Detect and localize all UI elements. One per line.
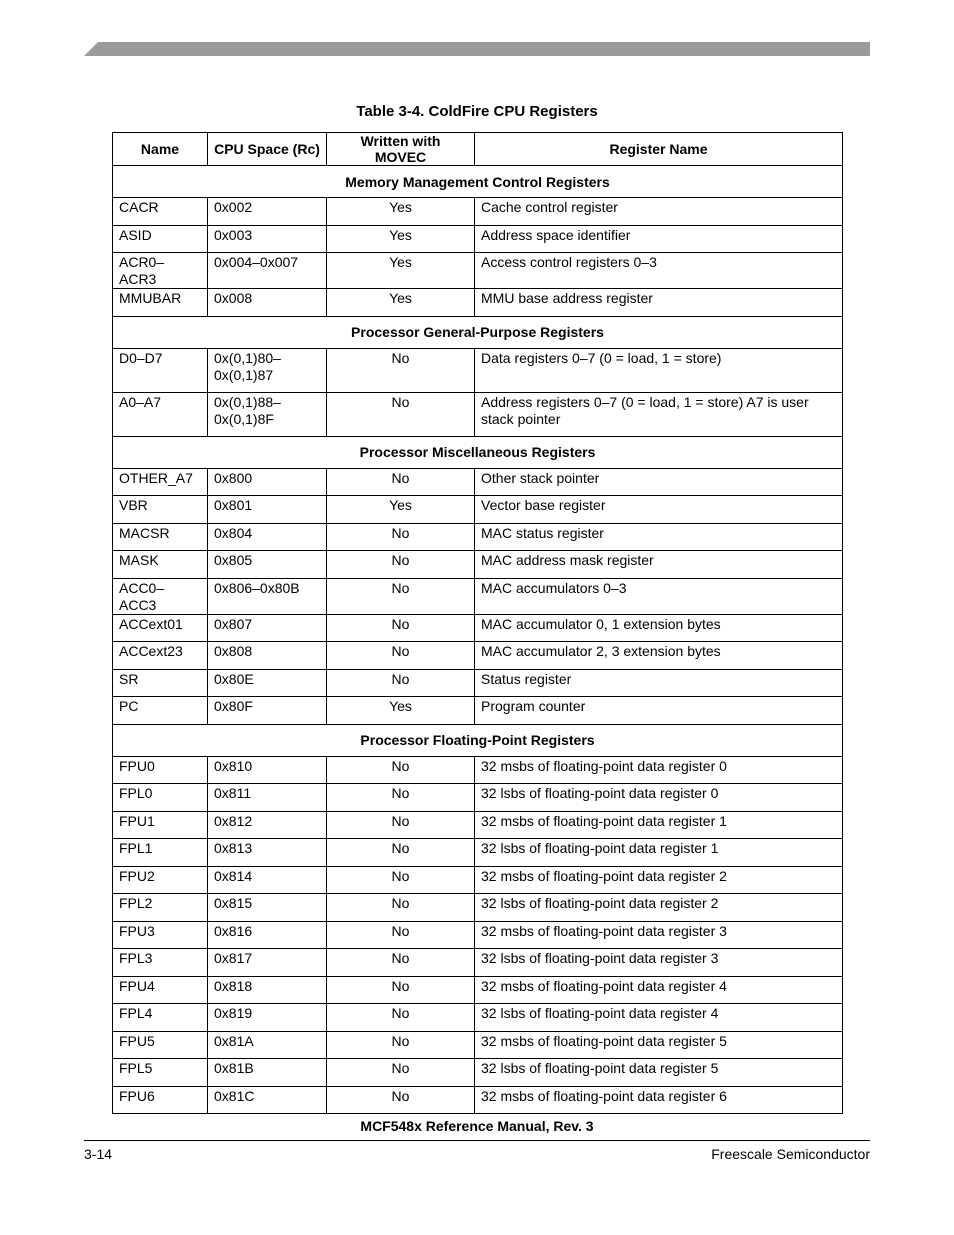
cpu-space-cell: 0x80F <box>208 697 327 725</box>
table-row <box>113 551 843 579</box>
register-name-cell: MAC address mask register <box>475 551 843 579</box>
table-row <box>113 225 843 253</box>
register-name-cell: 32 msbs of floating-point data register 3 <box>475 921 843 949</box>
register-abbrev-cell: ACC0–ACC3 <box>113 578 208 614</box>
register-name-cell: Cache control register <box>475 198 843 226</box>
register-abbrev-cell: CACR <box>113 198 208 226</box>
table-row <box>113 468 843 496</box>
table-row <box>113 949 843 977</box>
section-title: Memory Management Control Registers <box>113 166 843 198</box>
register-name-cell: 32 lsbs of floating-point data register 4 <box>475 1004 843 1032</box>
table-caption: Table 3-4. ColdFire CPU Registers <box>356 103 598 120</box>
register-abbrev-cell: PC <box>113 697 208 725</box>
register-name-cell: 32 msbs of floating-point data register 5 <box>475 1031 843 1059</box>
register-abbrev-cell: FPL4 <box>113 1004 208 1032</box>
register-abbrev-cell: MMUBAR <box>113 289 208 317</box>
footer-divider <box>84 1140 870 1141</box>
cpu-space-cell: 0x816 <box>208 921 327 949</box>
movec-cell: No <box>327 976 475 1004</box>
header-name: Name <box>113 133 208 166</box>
table-row <box>113 392 843 436</box>
cpu-space-cell: 0x806–0x80B <box>208 578 327 614</box>
register-abbrev-cell: OTHER_A7 <box>113 468 208 496</box>
cpu-space-cell: 0x810 <box>208 756 327 784</box>
register-abbrev-cell: FPU6 <box>113 1086 208 1114</box>
movec-cell: Yes <box>327 198 475 226</box>
movec-cell: Yes <box>327 289 475 317</box>
table-body <box>113 166 843 1114</box>
manual-title: MCF548x Reference Manual, Rev. 3 <box>360 1118 594 1134</box>
section-header-row <box>113 166 843 198</box>
registers-table <box>112 132 843 1114</box>
cpu-space-cell: 0x008 <box>208 289 327 317</box>
register-name-cell: MAC accumulator 2, 3 extension bytes <box>475 642 843 670</box>
register-abbrev-cell: D0–D7 <box>113 348 208 392</box>
table-row <box>113 496 843 524</box>
movec-cell: No <box>327 1031 475 1059</box>
section-title: Processor Miscellaneous Registers <box>113 436 843 468</box>
register-name-cell: 32 lsbs of floating-point data register 0 <box>475 784 843 812</box>
register-name-cell: MAC accumulators 0–3 <box>475 578 843 614</box>
register-name-cell: 32 msbs of floating-point data register 0 <box>475 756 843 784</box>
register-name-cell: Vector base register <box>475 496 843 524</box>
movec-cell: No <box>327 523 475 551</box>
register-name-cell: 32 lsbs of floating-point data register 2 <box>475 894 843 922</box>
register-abbrev-cell: FPL0 <box>113 784 208 812</box>
table-row <box>113 348 843 392</box>
register-abbrev-cell: FPL3 <box>113 949 208 977</box>
page-number: 3-14 <box>84 1146 113 1162</box>
movec-cell: No <box>327 578 475 614</box>
register-abbrev-cell: A0–A7 <box>113 392 208 436</box>
table-row <box>113 1004 843 1032</box>
cpu-space-cell: 0x800 <box>208 468 327 496</box>
register-name-cell: 32 lsbs of floating-point data register 5 <box>475 1059 843 1087</box>
header-cpu-space: CPU Space (Rc) <box>208 133 327 166</box>
register-name-cell: MAC status register <box>475 523 843 551</box>
header-decoration-bar <box>84 42 870 56</box>
cpu-space-cell: 0x814 <box>208 866 327 894</box>
table-row <box>113 976 843 1004</box>
register-abbrev-cell: ACR0–ACR3 <box>113 253 208 289</box>
movec-cell: Yes <box>327 496 475 524</box>
header-written-with-movec: Written with MOVEC <box>327 133 475 166</box>
table-row <box>113 921 843 949</box>
register-abbrev-cell: SR <box>113 669 208 697</box>
movec-cell: No <box>327 784 475 812</box>
movec-cell: No <box>327 551 475 579</box>
section-header-row <box>113 436 843 468</box>
movec-cell: Yes <box>327 697 475 725</box>
register-abbrev-cell: MASK <box>113 551 208 579</box>
register-abbrev-cell: FPU2 <box>113 866 208 894</box>
register-abbrev-cell: FPL1 <box>113 839 208 867</box>
movec-cell: No <box>327 642 475 670</box>
register-abbrev-cell: FPU3 <box>113 921 208 949</box>
section-header-row <box>113 724 843 756</box>
cpu-space-cell: 0x804 <box>208 523 327 551</box>
register-name-cell: Status register <box>475 669 843 697</box>
section-header-row <box>113 316 843 348</box>
movec-cell: No <box>327 1004 475 1032</box>
register-abbrev-cell: ACCext23 <box>113 642 208 670</box>
cpu-space-cell: 0x002 <box>208 198 327 226</box>
table-row <box>113 642 843 670</box>
cpu-space-cell: 0x805 <box>208 551 327 579</box>
register-abbrev-cell: MACSR <box>113 523 208 551</box>
table-row <box>113 523 843 551</box>
movec-cell: No <box>327 839 475 867</box>
movec-cell: No <box>327 1059 475 1087</box>
movec-cell: No <box>327 392 475 436</box>
table-row <box>113 839 843 867</box>
cpu-space-cell: 0x808 <box>208 642 327 670</box>
table-row <box>113 894 843 922</box>
table-row <box>113 289 843 317</box>
movec-cell: No <box>327 894 475 922</box>
cpu-space-cell: 0x003 <box>208 225 327 253</box>
register-name-cell: MAC accumulator 0, 1 extension bytes <box>475 614 843 642</box>
cpu-space-cell: 0x81A <box>208 1031 327 1059</box>
table-row <box>113 784 843 812</box>
register-name-cell: Program counter <box>475 697 843 725</box>
movec-cell: Yes <box>327 225 475 253</box>
table-row <box>113 1059 843 1087</box>
table-row <box>113 614 843 642</box>
cpu-space-cell: 0x813 <box>208 839 327 867</box>
table-row <box>113 756 843 784</box>
header-register-name: Register Name <box>475 133 843 166</box>
movec-cell: No <box>327 756 475 784</box>
cpu-space-cell: 0x807 <box>208 614 327 642</box>
register-abbrev-cell: FPU4 <box>113 976 208 1004</box>
movec-cell: No <box>327 614 475 642</box>
register-name-cell: MMU base address register <box>475 289 843 317</box>
register-name-cell: 32 msbs of floating-point data register 1 <box>475 811 843 839</box>
cpu-space-cell: 0x815 <box>208 894 327 922</box>
register-name-cell: 32 lsbs of floating-point data register 1 <box>475 839 843 867</box>
movec-cell: Yes <box>327 253 475 289</box>
register-name-cell: 32 msbs of floating-point data register 4 <box>475 976 843 1004</box>
cpu-space-cell: 0x004–0x007 <box>208 253 327 289</box>
register-abbrev-cell: VBR <box>113 496 208 524</box>
movec-cell: No <box>327 1086 475 1114</box>
table-row <box>113 697 843 725</box>
table-row <box>113 198 843 226</box>
cpu-space-cell: 0x801 <box>208 496 327 524</box>
company-name: Freescale Semiconductor <box>711 1146 870 1162</box>
register-name-cell: 32 msbs of floating-point data register 6 <box>475 1086 843 1114</box>
movec-cell: No <box>327 949 475 977</box>
movec-cell: No <box>327 811 475 839</box>
movec-cell: No <box>327 669 475 697</box>
cpu-space-cell: 0x(0,1)88–0x(0,1)8F <box>208 392 327 436</box>
table-row <box>113 578 843 614</box>
register-name-cell: Address registers 0–7 (0 = load, 1 = store) A7 is user stack pointer <box>475 392 843 436</box>
register-name-cell: Address space identifier <box>475 225 843 253</box>
register-abbrev-cell: FPL5 <box>113 1059 208 1087</box>
cpu-space-cell: 0x817 <box>208 949 327 977</box>
register-abbrev-cell: FPL2 <box>113 894 208 922</box>
register-name-cell: Data registers 0–7 (0 = load, 1 = store) <box>475 348 843 392</box>
register-name-cell: 32 lsbs of floating-point data register 3 <box>475 949 843 977</box>
section-title: Processor Floating-Point Registers <box>113 724 843 756</box>
table-row <box>113 253 843 289</box>
register-name-cell: 32 msbs of floating-point data register 2 <box>475 866 843 894</box>
cpu-space-cell: 0x81C <box>208 1086 327 1114</box>
movec-cell: No <box>327 468 475 496</box>
register-abbrev-cell: FPU0 <box>113 756 208 784</box>
cpu-space-cell: 0x812 <box>208 811 327 839</box>
cpu-space-cell: 0x80E <box>208 669 327 697</box>
register-abbrev-cell: FPU1 <box>113 811 208 839</box>
table-row <box>113 866 843 894</box>
cpu-space-cell: 0x811 <box>208 784 327 812</box>
register-name-cell: Access control registers 0–3 <box>475 253 843 289</box>
movec-cell: No <box>327 866 475 894</box>
table-row <box>113 811 843 839</box>
table-header-row <box>113 133 843 166</box>
section-title: Processor General-Purpose Registers <box>113 316 843 348</box>
cpu-space-cell: 0x81B <box>208 1059 327 1087</box>
movec-cell: No <box>327 921 475 949</box>
cpu-space-cell: 0x(0,1)80–0x(0,1)87 <box>208 348 327 392</box>
movec-cell: No <box>327 348 475 392</box>
register-abbrev-cell: FPU5 <box>113 1031 208 1059</box>
table-row <box>113 1086 843 1114</box>
cpu-space-cell: 0x819 <box>208 1004 327 1032</box>
register-abbrev-cell: ASID <box>113 225 208 253</box>
table-row <box>113 669 843 697</box>
register-abbrev-cell: ACCext01 <box>113 614 208 642</box>
cpu-space-cell: 0x818 <box>208 976 327 1004</box>
table-row <box>113 1031 843 1059</box>
register-name-cell: Other stack pointer <box>475 468 843 496</box>
